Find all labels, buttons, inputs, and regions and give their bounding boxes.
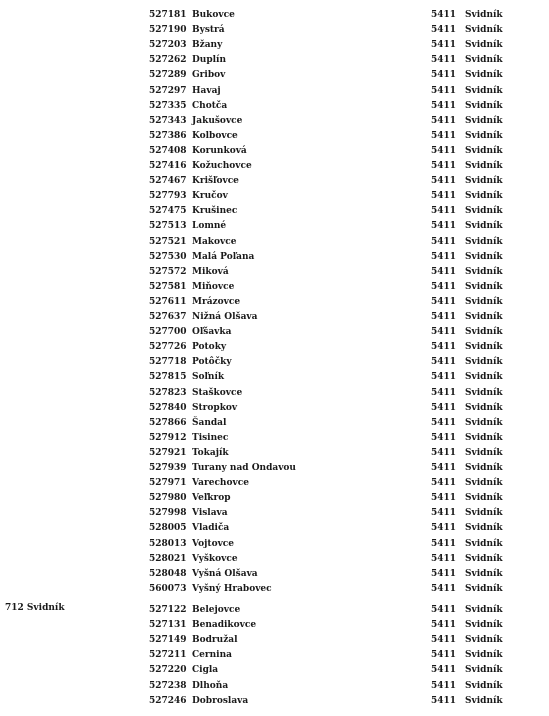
municipality-name: Cigla bbox=[192, 665, 219, 676]
municipality-name: Duplín bbox=[192, 55, 227, 66]
district-code: 5411 bbox=[431, 402, 457, 413]
table-row bbox=[0, 446, 549, 461]
district-name: Svidník bbox=[465, 312, 503, 322]
municipality-name: Stropkov bbox=[192, 402, 238, 413]
district-name: Svidník bbox=[465, 236, 503, 247]
municipality-name: Veľkrop bbox=[192, 493, 231, 504]
district-name: Svidník bbox=[465, 680, 503, 691]
district-code: 5411 bbox=[431, 553, 457, 564]
district-name: Svidník bbox=[465, 85, 503, 96]
table-row bbox=[0, 219, 549, 234]
table-row bbox=[0, 603, 549, 618]
municipality-name: Bystrá bbox=[192, 25, 225, 36]
municipality-code: 527793 bbox=[149, 191, 187, 202]
table-row bbox=[0, 265, 549, 280]
district-name: Svidník bbox=[465, 417, 503, 428]
district-code: 5411 bbox=[431, 650, 457, 661]
district-code: 5411 bbox=[431, 161, 457, 171]
municipality-name: Soľník bbox=[192, 372, 225, 383]
municipality-code: 527611 bbox=[149, 296, 187, 307]
district-name: Svidník bbox=[465, 296, 503, 307]
district-code: 5411 bbox=[431, 312, 457, 322]
district-name: Svidník bbox=[465, 145, 503, 156]
municipality-name: Tokajík bbox=[192, 447, 229, 458]
municipality-code: 527343 bbox=[149, 115, 187, 126]
table-row bbox=[0, 8, 549, 23]
table-row bbox=[0, 567, 549, 582]
municipality-name: Turany nad Ondavou bbox=[192, 463, 296, 473]
district-code: 5411 bbox=[431, 236, 457, 247]
district-name: Svidník bbox=[465, 665, 503, 676]
table-row bbox=[0, 280, 549, 295]
municipality-name: Makovce bbox=[192, 236, 237, 247]
municipality-name: Havaj bbox=[192, 85, 221, 96]
district-code: 5411 bbox=[431, 25, 457, 36]
table-row bbox=[0, 416, 549, 431]
municipality-code: 527246 bbox=[149, 695, 187, 706]
municipality-name: Miňovce bbox=[192, 281, 235, 292]
district-code: 5411 bbox=[431, 191, 457, 202]
municipality-code: 527921 bbox=[149, 447, 187, 458]
municipality-code: 527289 bbox=[149, 70, 187, 81]
table-row bbox=[0, 295, 549, 310]
table-row bbox=[0, 461, 549, 476]
municipality-code: 527637 bbox=[149, 312, 187, 322]
district-name: Svidník bbox=[465, 115, 503, 126]
district-code: 5411 bbox=[431, 357, 457, 368]
municipality-code: 528005 bbox=[149, 523, 187, 534]
municipality-name: Chotča bbox=[192, 100, 228, 111]
municipality-code: 527815 bbox=[149, 372, 187, 383]
district-name: Svidník bbox=[465, 523, 503, 534]
district-name: Svidník bbox=[465, 130, 503, 141]
district-name: Svidník bbox=[465, 266, 503, 277]
table-row bbox=[0, 144, 549, 159]
district-name: Svidník bbox=[465, 620, 503, 631]
district-name: Svidník bbox=[465, 25, 503, 36]
table-row bbox=[0, 491, 549, 506]
district-code: 5411 bbox=[431, 508, 457, 519]
district-code: 5411 bbox=[431, 583, 457, 594]
district-code: 5411 bbox=[431, 342, 457, 353]
municipality-name: Malá Poľana bbox=[192, 251, 255, 262]
municipality-name: Nižná Olšava bbox=[192, 312, 258, 322]
municipality-code: 527980 bbox=[149, 493, 187, 504]
municipality-code: 527530 bbox=[149, 251, 187, 262]
district-code: 5411 bbox=[431, 635, 457, 646]
municipality-code: 527408 bbox=[149, 145, 187, 156]
municipality-code: 527297 bbox=[149, 85, 187, 96]
municipality-name: Dlhoňa bbox=[192, 680, 229, 691]
table-row bbox=[0, 235, 549, 250]
district-code: 5411 bbox=[431, 281, 457, 292]
municipality-code: 527521 bbox=[149, 236, 187, 247]
table-row bbox=[0, 386, 549, 401]
municipality-name: Lomné bbox=[192, 221, 227, 232]
municipality-code: 527513 bbox=[149, 221, 187, 232]
district-name: Svidník bbox=[465, 493, 503, 504]
table-row bbox=[0, 99, 549, 114]
district-code: 5411 bbox=[431, 605, 457, 615]
municipality-name: Šandal bbox=[192, 417, 227, 428]
district-code: 5411 bbox=[431, 463, 457, 473]
municipality-code: 560073 bbox=[149, 583, 187, 594]
district-name: Svidník bbox=[465, 206, 503, 217]
municipality-code: 527939 bbox=[149, 463, 187, 473]
district-code: 5411 bbox=[431, 695, 457, 706]
table-row bbox=[0, 370, 549, 385]
table-row bbox=[0, 114, 549, 129]
district-code: 5411 bbox=[431, 100, 457, 111]
table-row bbox=[0, 582, 549, 597]
municipality-code: 527866 bbox=[149, 417, 187, 428]
district-name: Svidník bbox=[465, 251, 503, 262]
table-row bbox=[0, 159, 549, 174]
district-name: Svidník bbox=[465, 281, 503, 292]
district-code: 5411 bbox=[431, 266, 457, 277]
municipality-name: Bžany bbox=[192, 40, 223, 51]
district-code: 5411 bbox=[431, 478, 457, 489]
municipality-name: Krušinec bbox=[192, 206, 238, 217]
municipality-name: Vyšný Hrabovec bbox=[192, 583, 272, 594]
district-name: Svidník bbox=[465, 402, 503, 413]
table-row bbox=[0, 23, 549, 38]
district-name: Svidník bbox=[465, 553, 503, 564]
municipality-code: 527122 bbox=[149, 605, 187, 615]
municipality-code: 527190 bbox=[149, 25, 187, 36]
district-code: 5411 bbox=[431, 493, 457, 504]
municipality-name: Kožuchovce bbox=[192, 161, 252, 171]
table-row bbox=[0, 537, 549, 552]
district-name: Svidník bbox=[465, 387, 503, 398]
district-name: Svidník bbox=[465, 10, 503, 20]
municipality-code: 527700 bbox=[149, 327, 187, 338]
district-code: 5411 bbox=[431, 40, 457, 51]
table-row bbox=[0, 663, 549, 678]
table-row bbox=[0, 325, 549, 340]
district-name: Svidník bbox=[465, 568, 503, 579]
municipality-code: 527262 bbox=[149, 55, 187, 66]
district-name: Svidník bbox=[465, 650, 503, 661]
municipality-code: 527238 bbox=[149, 680, 187, 691]
municipality-code: 527726 bbox=[149, 342, 187, 353]
district-code: 5411 bbox=[431, 432, 457, 443]
district-name: Svidník bbox=[465, 70, 503, 81]
table-row bbox=[0, 204, 549, 219]
municipality-code: 527335 bbox=[149, 100, 187, 111]
municipality-name: Kručov bbox=[192, 191, 228, 202]
district-code: 5411 bbox=[431, 85, 457, 96]
municipality-name: Cernina bbox=[192, 650, 232, 661]
municipality-code: 528048 bbox=[149, 568, 187, 579]
municipality-code: 528021 bbox=[149, 553, 187, 564]
municipality-code: 527181 bbox=[149, 10, 187, 20]
municipality-code: 527971 bbox=[149, 478, 187, 489]
district-code: 5411 bbox=[431, 372, 457, 383]
municipality-name: Vislava bbox=[192, 508, 228, 519]
municipality-code: 527581 bbox=[149, 281, 187, 292]
table-row bbox=[0, 521, 549, 536]
municipality-name: Vladiča bbox=[192, 523, 230, 534]
table-row bbox=[0, 618, 549, 633]
municipality-name: Gribov bbox=[192, 70, 226, 81]
district-name: Svidník bbox=[465, 342, 503, 353]
municipality-code: 527386 bbox=[149, 130, 187, 141]
district-code: 5411 bbox=[431, 523, 457, 534]
municipality-code: 527718 bbox=[149, 357, 187, 368]
table-row bbox=[0, 340, 549, 355]
district-name: Svidník bbox=[465, 478, 503, 489]
municipality-name: Benadikovce bbox=[192, 620, 257, 631]
municipality-code: 527840 bbox=[149, 402, 187, 413]
municipality-code: 527467 bbox=[149, 176, 187, 187]
table-row bbox=[0, 679, 549, 694]
district-name: Svidník bbox=[465, 100, 503, 111]
table-row bbox=[0, 476, 549, 491]
table-row bbox=[0, 648, 549, 663]
municipality-name: Kolbovce bbox=[192, 130, 238, 141]
municipality-name: Oľšavka bbox=[192, 327, 232, 338]
municipality-name: Potôčky bbox=[192, 357, 232, 368]
district-name: Svidník bbox=[465, 635, 503, 646]
table-row bbox=[0, 310, 549, 325]
district-code: 5411 bbox=[431, 680, 457, 691]
municipality-name: Vojtovce bbox=[192, 538, 235, 549]
municipality-code: 527912 bbox=[149, 432, 187, 443]
district-code: 5411 bbox=[431, 10, 457, 20]
table-row bbox=[0, 174, 549, 189]
district-name: Svidník bbox=[465, 432, 503, 443]
table-row bbox=[0, 552, 549, 567]
district-code: 5411 bbox=[431, 327, 457, 338]
district-code: 5411 bbox=[431, 145, 457, 156]
table-row bbox=[0, 633, 549, 648]
district-name: Svidník bbox=[465, 695, 503, 706]
municipality-name: Vyškovce bbox=[192, 553, 238, 564]
district-name: Svidník bbox=[465, 161, 503, 171]
municipality-code: 527211 bbox=[149, 650, 187, 661]
municipality-name: Tisinec bbox=[192, 432, 229, 443]
municipality-code: 527203 bbox=[149, 40, 187, 51]
district-code: 5411 bbox=[431, 130, 457, 141]
district-code: 5411 bbox=[431, 568, 457, 579]
district-code: 5411 bbox=[431, 55, 457, 66]
municipality-name: Korunková bbox=[192, 145, 247, 156]
district-code: 5411 bbox=[431, 538, 457, 549]
municipality-code: 527149 bbox=[149, 635, 187, 646]
municipality-code: 527823 bbox=[149, 387, 187, 398]
municipality-name: Staškovce bbox=[192, 387, 243, 398]
district-code: 5411 bbox=[431, 447, 457, 458]
municipality-code: 527416 bbox=[149, 161, 187, 171]
district-name: Svidník bbox=[465, 447, 503, 458]
district-code: 5411 bbox=[431, 115, 457, 126]
municipality-name: Mrázovce bbox=[192, 296, 241, 307]
table-row bbox=[0, 38, 549, 53]
district-name: Svidník bbox=[465, 221, 503, 232]
district-name: Svidník bbox=[465, 191, 503, 202]
district-name: Svidník bbox=[465, 605, 503, 615]
table-row bbox=[0, 53, 549, 68]
table-row bbox=[0, 250, 549, 265]
district-name: Svidník bbox=[465, 55, 503, 66]
municipality-name: Bodružal bbox=[192, 635, 238, 646]
municipality-name: Krišľovce bbox=[192, 176, 239, 187]
district-code: 5411 bbox=[431, 221, 457, 232]
district-name: Svidník bbox=[465, 357, 503, 368]
district-code: 5411 bbox=[431, 665, 457, 676]
table-row bbox=[0, 506, 549, 521]
district-code: 5411 bbox=[431, 296, 457, 307]
district-name: Svidník bbox=[465, 463, 503, 473]
table-row bbox=[0, 68, 549, 83]
table-row bbox=[0, 189, 549, 204]
district-code: 5411 bbox=[431, 620, 457, 631]
table-row bbox=[0, 431, 549, 446]
table-row bbox=[0, 84, 549, 99]
district-name: Svidník bbox=[465, 372, 503, 383]
municipality-code: 528013 bbox=[149, 538, 187, 549]
district-name: Svidník bbox=[465, 538, 503, 549]
municipality-name: Miková bbox=[192, 266, 229, 277]
municipality-code: 527220 bbox=[149, 665, 187, 676]
district-code: 5411 bbox=[431, 206, 457, 217]
district-name: Svidník bbox=[465, 176, 503, 187]
municipality-name: Vyšná Olšava bbox=[192, 568, 258, 579]
table-row bbox=[0, 401, 549, 416]
district-name: Svidník bbox=[465, 583, 503, 594]
municipality-name: Varechovce bbox=[192, 478, 249, 489]
municipality-name: Potoky bbox=[192, 342, 227, 353]
municipality-code: 527998 bbox=[149, 508, 187, 519]
municipality-name: Jakušovce bbox=[192, 115, 243, 126]
municipality-code: 527572 bbox=[149, 266, 187, 277]
district-code: 5411 bbox=[431, 251, 457, 262]
table-row bbox=[0, 129, 549, 144]
district-code: 5411 bbox=[431, 387, 457, 398]
municipality-name: Dobroslava bbox=[192, 695, 249, 706]
district-name: Svidník bbox=[465, 327, 503, 338]
municipality-name: Belejovce bbox=[192, 605, 241, 615]
district-label: 712 Svidník bbox=[5, 603, 65, 613]
municipality-code: 527475 bbox=[149, 206, 187, 217]
district-name: Svidník bbox=[465, 40, 503, 51]
municipality-code: 527131 bbox=[149, 620, 187, 631]
municipality-name: Bukovce bbox=[192, 10, 235, 20]
table-row bbox=[0, 355, 549, 370]
district-name: Svidník bbox=[465, 508, 503, 519]
district-code: 5411 bbox=[431, 417, 457, 428]
district-code: 5411 bbox=[431, 70, 457, 81]
table-row bbox=[0, 694, 549, 709]
district-code: 5411 bbox=[431, 176, 457, 187]
